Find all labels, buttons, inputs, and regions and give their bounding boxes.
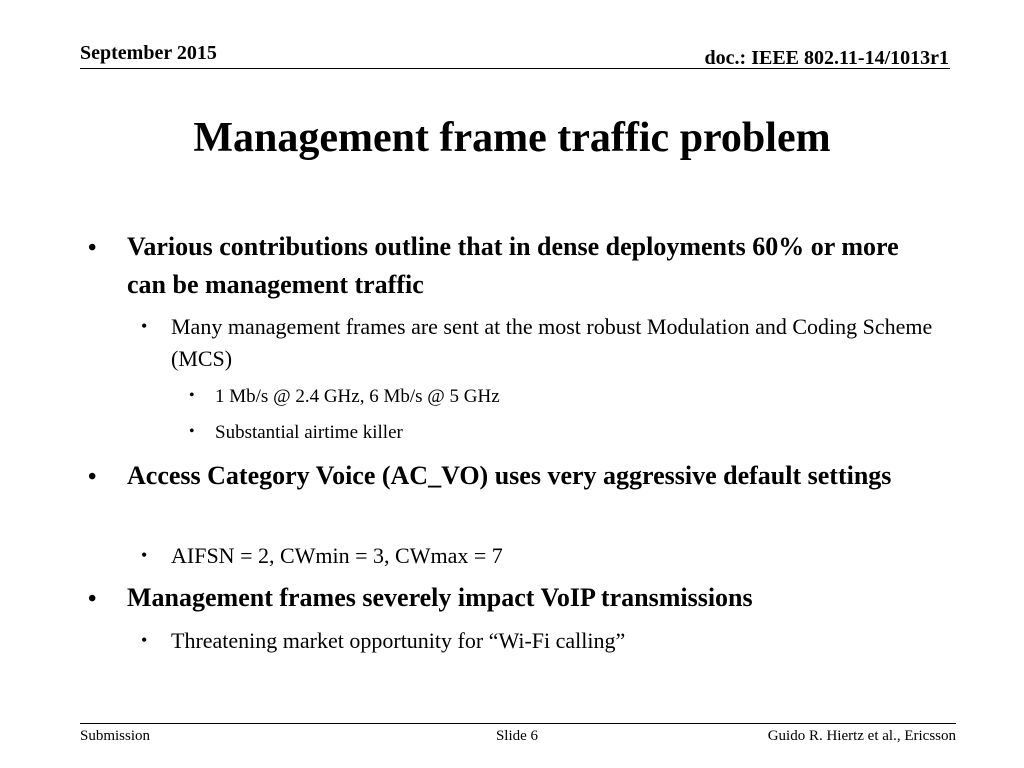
bullet-dot-icon: •: [141, 630, 148, 650]
bullet-dot-icon: •: [88, 235, 97, 261]
bullet-text: Threatening market opportunity for “Wi-Fi calling”: [171, 628, 626, 653]
bullet-text: Management frames severely impact VoIP transmissions: [127, 583, 753, 612]
bullet-level1: [88, 228, 907, 304]
bullet-level3: [189, 383, 915, 411]
bullet-dot-icon: •: [141, 316, 148, 336]
bullet-level2: [141, 311, 951, 375]
footer-rule: [80, 723, 956, 724]
bullet-level2: [141, 625, 951, 657]
bullet-level1: [88, 457, 907, 495]
bullet-level3: [189, 419, 915, 447]
bullet-dot-icon: •: [88, 586, 97, 612]
bullet-level1: [88, 579, 907, 617]
bullet-dot-icon: •: [189, 423, 195, 440]
footer-author: Guido R. Hiertz et al., Ericsson: [767, 728, 956, 744]
bullet-text: AIFSN = 2, CWmin = 3, CWmax = 7: [171, 543, 503, 568]
footer-slide-number: Slide 6: [495, 728, 539, 744]
bullet-level2: [141, 540, 951, 572]
bullet-dot-icon: •: [189, 387, 195, 404]
slide-title: Management frame traffic problem: [193, 115, 831, 161]
bullet-text: Various contributions outline that in dense deployments 60% or more can be management traffic: [127, 232, 899, 299]
header-date: September 2015: [80, 42, 217, 64]
bullet-text: Access Category Voice (AC_VO) uses very aggressive default settings: [127, 461, 892, 490]
header-rule: [80, 68, 950, 69]
bullet-text: Many management frames are sent at the most robust Modulation and Coding Scheme (MCS): [171, 314, 933, 371]
bullet-text: Substantial airtime killer: [215, 422, 403, 443]
footer-submission: Submission: [80, 728, 151, 744]
bullet-text: 1 Mb/s @ 2.4 GHz, 6 Mb/s @ 5 GHz: [215, 386, 500, 407]
bullet-dot-icon: •: [141, 545, 148, 565]
header-doc-id: doc.: IEEE 802.11-14/1013r1: [704, 47, 949, 69]
bullet-dot-icon: •: [88, 464, 97, 490]
